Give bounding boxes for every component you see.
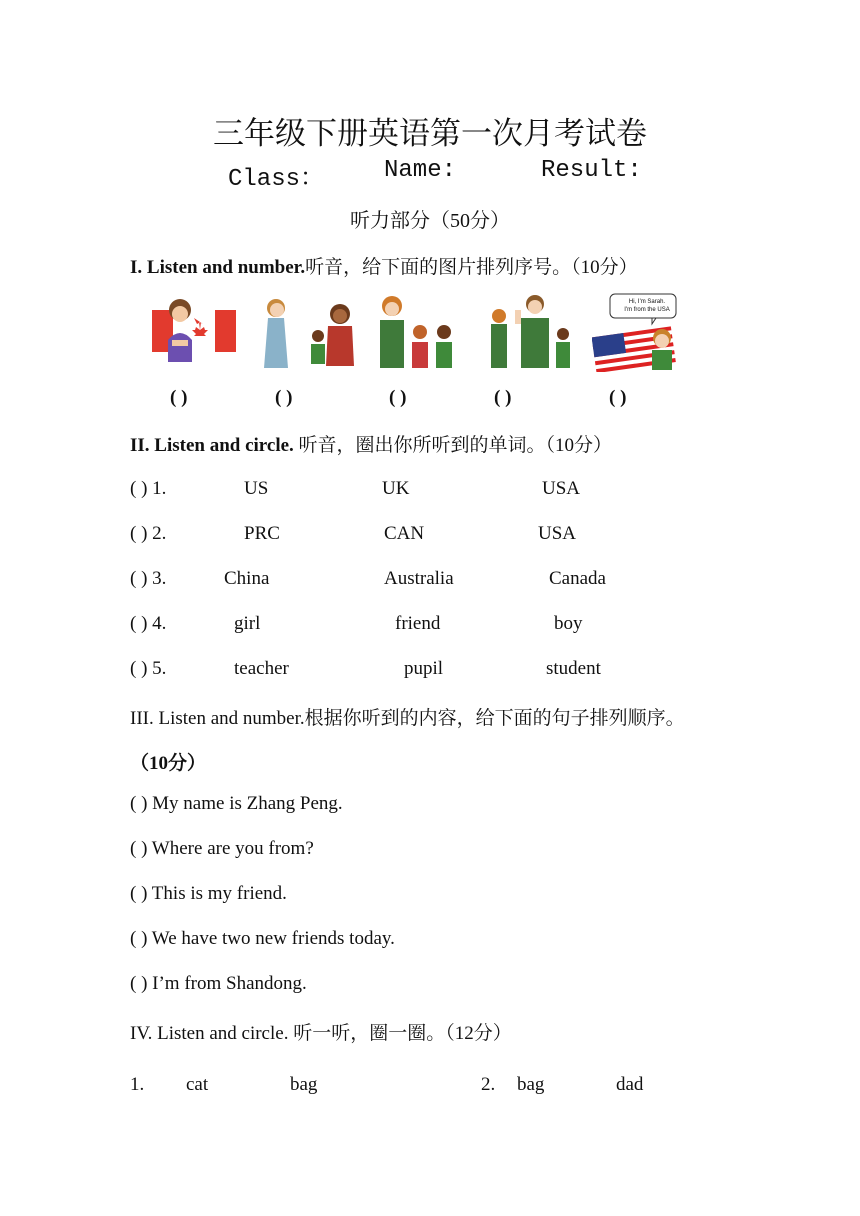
picture-woman-and-child: [260, 292, 356, 370]
option-a[interactable]: China: [224, 568, 270, 589]
option-b[interactable]: CAN: [384, 523, 425, 544]
option-a[interactable]: girl: [234, 613, 261, 634]
option-b[interactable]: friend: [395, 613, 441, 634]
option-c[interactable]: USA: [538, 523, 577, 544]
option-b[interactable]: Australia: [384, 568, 454, 589]
section-1-title: I. Listen and number.听音，给下面的图片排列序号。（10分）: [130, 257, 638, 278]
option-c[interactable]: student: [546, 658, 601, 679]
speech-bubble: Hi, I'm Sarah. I'm from the USA: [624, 299, 670, 313]
name-label: Name:: [384, 157, 457, 184]
option-b[interactable]: UK: [382, 478, 410, 499]
section-2-title: II. Listen and circle. 听音，圈出你所听到的单词。（10分）: [130, 435, 613, 456]
sentence-item[interactable]: ( ) Where are you from?: [130, 838, 314, 859]
picture-teacher-with-children: [374, 292, 460, 370]
sentence-item[interactable]: ( ) My name is Zhang Peng.: [130, 793, 343, 814]
picture-girl-canada-flag: [150, 292, 238, 370]
answer-blank-5[interactable]: ( ): [609, 387, 627, 408]
page-title: 三年级下册英语第一次月考试卷: [213, 116, 647, 152]
item-number[interactable]: ( ) 5.: [130, 658, 167, 679]
answer-blank-2[interactable]: ( ): [275, 387, 293, 408]
sentence-item[interactable]: ( ) I’m from Shandong.: [130, 973, 307, 994]
section-3-title: III. Listen and number.根据你听到的内容，给下面的句子排列顺序。: [130, 708, 685, 729]
circle-item-number: 2.: [481, 1074, 496, 1095]
sentence-item[interactable]: ( ) We have two new friends today.: [130, 928, 395, 949]
circle-item-number: 1.: [130, 1074, 145, 1095]
answer-blank-3[interactable]: ( ): [389, 387, 407, 408]
option-a[interactable]: teacher: [234, 658, 289, 679]
answer-blank-1[interactable]: ( ): [170, 387, 188, 408]
sentence-item[interactable]: ( ) This is my friend.: [130, 883, 287, 904]
class-label: Class：: [228, 166, 325, 193]
option-a[interactable]: PRC: [244, 523, 280, 544]
circle-option[interactable]: dad: [616, 1074, 644, 1095]
item-number[interactable]: ( ) 2.: [130, 523, 167, 544]
circle-option[interactable]: bag: [517, 1074, 545, 1095]
result-label: Result:: [541, 157, 642, 184]
item-number[interactable]: ( ) 4.: [130, 613, 167, 634]
circle-option[interactable]: cat: [186, 1074, 209, 1095]
listening-header: 听力部分（50分）: [350, 210, 510, 232]
option-c[interactable]: USA: [542, 478, 581, 499]
option-a[interactable]: US: [244, 478, 269, 499]
item-number[interactable]: ( ) 3.: [130, 568, 167, 589]
answer-blank-4[interactable]: ( ): [494, 387, 512, 408]
section-3-score: （10分）: [130, 753, 207, 774]
option-c[interactable]: boy: [554, 613, 583, 634]
section-4-title: IV. Listen and circle. 听一听，圈一圈。（12分）: [130, 1023, 512, 1044]
option-c[interactable]: Canada: [549, 568, 606, 589]
circle-option[interactable]: bag: [290, 1074, 318, 1095]
option-b[interactable]: pupil: [404, 658, 444, 679]
item-number[interactable]: ( ) 1.: [130, 478, 167, 499]
picture-man-waving: [487, 292, 577, 370]
